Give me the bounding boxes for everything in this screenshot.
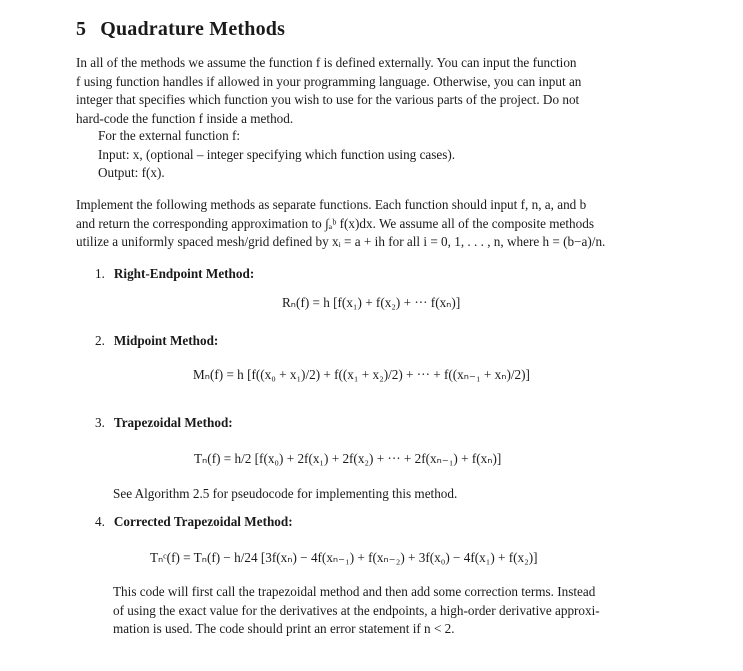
method-name: Corrected Trapezoidal Method:	[113, 514, 293, 529]
method-name: Right-Endpoint Method:	[113, 266, 255, 281]
formula-right-endpoint: Rₙ(f) = h [f(x₁) + f(x₂) + ··· f(xₙ)]	[282, 295, 461, 310]
external-output: Output: f(x).	[98, 165, 165, 181]
intro-line: f using function handles if allowed in your programming language. Otherwise, you can input an	[76, 73, 582, 89]
implement-line: and return the corresponding approximation to ∫ₐᵇ f(x)dx. We assume all of the composite methods	[76, 215, 594, 231]
external-function-block	[98, 127, 455, 183]
note-line: This code will first call the trapezoidal method and then add some correction terms. Instead	[113, 584, 596, 599]
trapezoidal-note	[113, 485, 710, 504]
intro-line: In all of the methods we assume the function f is defined externally. You can input the function	[76, 55, 577, 70]
method-number: 1.	[95, 266, 105, 281]
external-heading: For the external function f:	[98, 128, 241, 143]
section-number: 5	[76, 18, 87, 40]
method-item-midpoint	[95, 333, 218, 349]
method-number: 2.	[95, 333, 105, 348]
method-number: 4.	[95, 514, 105, 529]
implement-line: Implement the following methods as separate functions. Each function should input f, n, a, and b	[76, 197, 587, 212]
implement-line: utilize a uniformly spaced mesh/grid defined by xᵢ = a + ih for all i = 0, 1, . . . , n, where h = (b−a)/n.	[76, 234, 606, 250]
implement-paragraph	[76, 196, 708, 252]
intro-paragraph	[76, 54, 708, 128]
section-heading	[76, 18, 285, 41]
intro-line: integer that specifies which function you wish to use for the various parts of the project. Do not	[76, 92, 580, 108]
corrected-trapezoidal-note	[113, 583, 710, 639]
method-item-corrected-trapezoidal	[95, 514, 293, 530]
method-name: Trapezoidal Method:	[113, 415, 233, 430]
method-number: 3.	[95, 415, 105, 430]
note-line: of using the exact value for the derivatives at the endpoints, a high-order derivative approxi-	[113, 602, 600, 618]
method-item-right-endpoint	[95, 266, 254, 282]
method-item-trapezoidal	[95, 415, 233, 431]
note-line: See Algorithm 2.5 for pseudocode for implementing this method.	[113, 486, 458, 501]
section-title: Quadrature Methods	[100, 18, 286, 40]
note-line: mation is used. The code should print an error statement if n < 2.	[113, 621, 455, 637]
formula-corrected-trapezoidal: Tₙᶜ(f) = Tₙ(f) − h/24 [3f(xₙ) − 4f(xₙ₋₁) + f(xₙ₋₂) + 3f(x₀) − 4f(x₁) + f(x₂)]	[150, 550, 538, 565]
intro-line: hard-code the function f inside a method.	[76, 110, 294, 126]
method-name: Midpoint Method:	[113, 333, 219, 348]
formula-trapezoidal: Tₙ(f) = h/2 [f(x₀) + 2f(x₁) + 2f(x₂) + ··· + 2f(xₙ₋₁) + f(xₙ)]	[194, 451, 502, 466]
formula-midpoint: Mₙ(f) = h [f((x₀ + x₁)/2) + f((x₁ + x₂)/2) + ··· + f((xₙ₋₁ + xₙ)/2)]	[193, 367, 530, 382]
external-input: Input: x, (optional – integer specifying which function using cases).	[98, 146, 456, 162]
